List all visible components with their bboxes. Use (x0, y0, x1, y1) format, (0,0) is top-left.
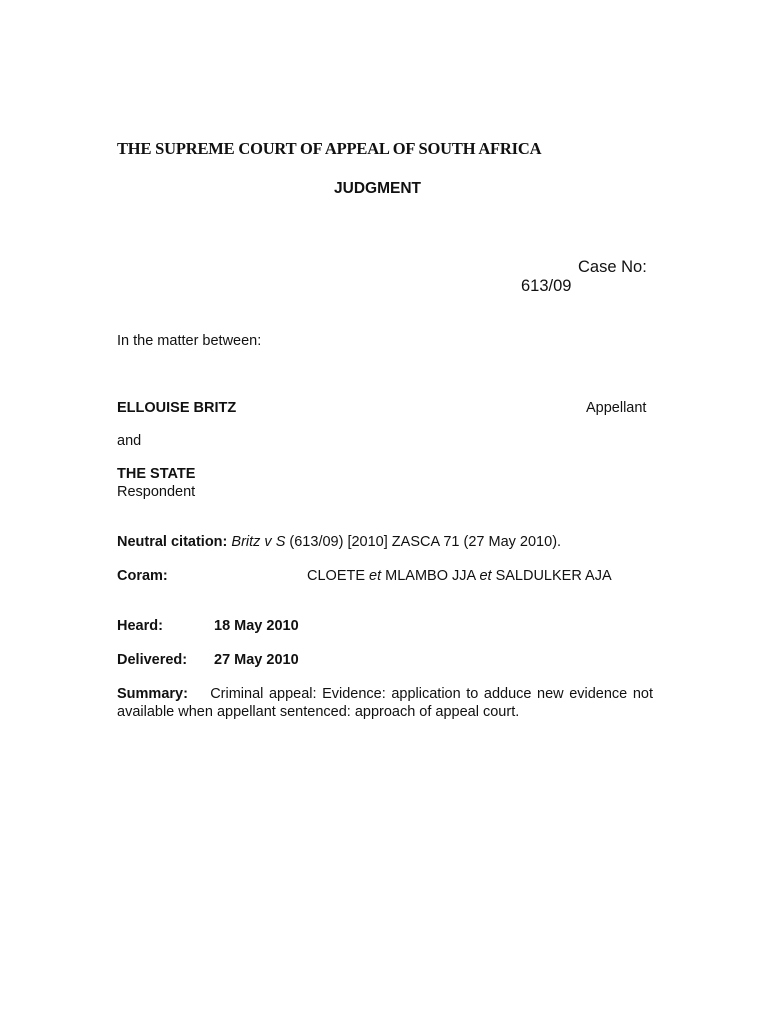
coram-judge-2: MLAMBO JJA (381, 568, 480, 584)
parties-intro: In the matter between: (117, 333, 262, 349)
coram-judges (307, 567, 612, 585)
coram-judge-1: CLOETE (307, 568, 370, 584)
citation-case-name: Britz v S (231, 534, 286, 550)
heard-date: 18 May 2010 (214, 618, 299, 634)
heard-label: Heard: (117, 618, 163, 634)
coram-label: Coram: (117, 568, 168, 584)
summary-label: Summary: (117, 686, 188, 702)
citation-reference: (613/09) [2010] ZASCA 71 (27 May 2010). (285, 534, 562, 550)
document-heading: JUDGMENT (334, 180, 421, 197)
appellant-role: Appellant (586, 400, 647, 416)
appellant-name: ELLOUISE BRITZ (117, 400, 237, 416)
coram-et-2: et (479, 568, 492, 584)
neutral-citation (117, 533, 561, 551)
coram-judge-3: SALDULKER AJA (491, 568, 612, 584)
delivered-date: 27 May 2010 (214, 652, 299, 668)
summary-text: Criminal appeal: Evidence: application to adduce new evidence not available when appellant sentenced: approach of appeal court. (117, 686, 653, 720)
respondent-role: Respondent (117, 484, 196, 500)
delivered-label: Delivered: (117, 652, 188, 668)
court-title: THE SUPREME COURT OF APPEAL OF SOUTH AFRICA (117, 139, 542, 158)
citation-label: Neutral citation: (117, 534, 228, 550)
case-number-value: 613/09 (521, 277, 572, 295)
respondent-name: THE STATE (117, 466, 196, 482)
case-number-label: Case No: (578, 258, 647, 276)
summary-paragraph (117, 685, 653, 721)
parties-connector: and (117, 433, 142, 449)
coram-et-1: et (369, 568, 382, 584)
